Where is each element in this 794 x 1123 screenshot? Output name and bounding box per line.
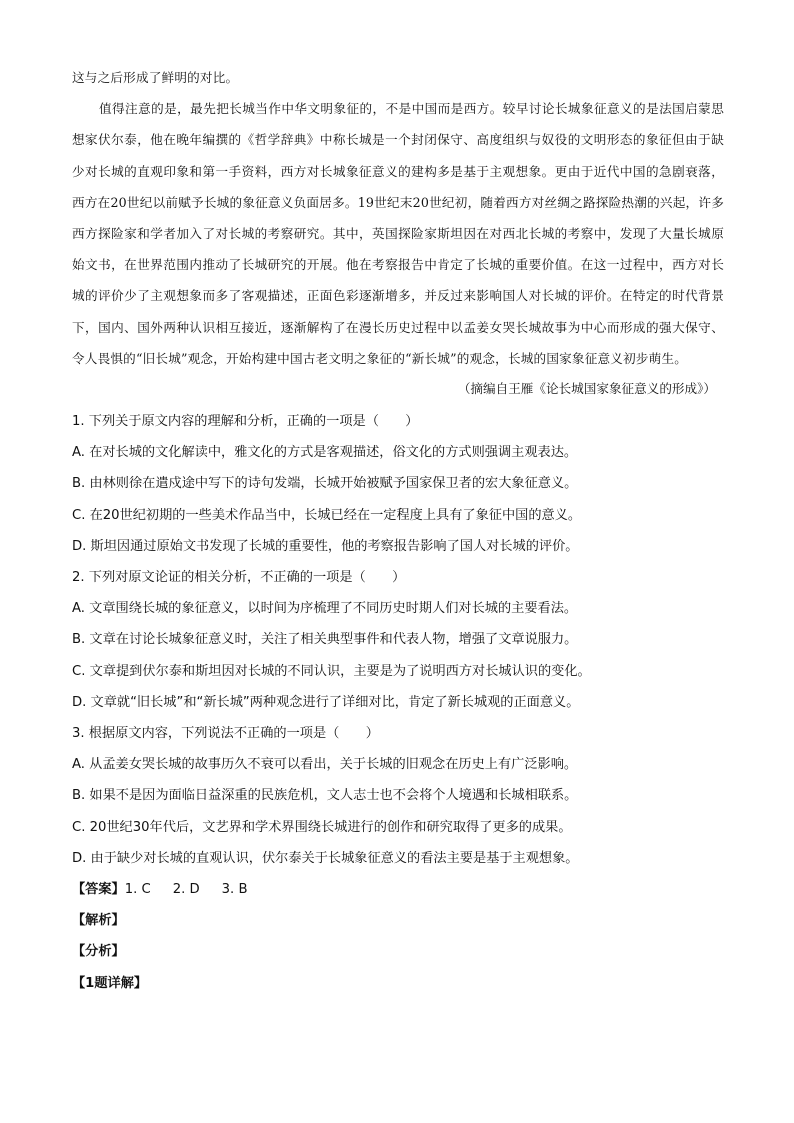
option-d: D. 由于缺少对长城的直观认识，伏尔泰关于长城象征意义的看法主要是基于主观想象。 xyxy=(72,850,579,866)
question-stem: 2. 下列对原文论证的相关分析，不正确的一项是（ ） xyxy=(72,570,406,586)
option-b: B. 文章在讨论长城象征意义时，关注了相关典型事件和代表人物，增强了文章说服力。 xyxy=(72,632,578,648)
option-b: B. 由林则徐在遣戍途中写下的诗句发端，长城开始被赋予国家保卫者的宏大象征意义。 xyxy=(72,476,578,492)
question-1 xyxy=(72,406,724,562)
passage-main-paragraph: 值得注意的是，最先把长城当作中华文明象征的，不是中国而是西方。较早讨论长城象征意义的是法国启蒙思想家伏尔泰，他在晚年编撰的《哲学辞典》中称长城是一个封闭保守、高度组织与奴役的文明形态的象征但由于缺少对长城的直观印象和第一手资料，西方对长城象征意义的建构多是基于主观想象。更由于近代中国的急剧衰落，西方在20世纪以前赋予长城的象征意义负面居多。19世纪末20世纪初，随着西方对丝绸之路探险热潮的兴起，许多西方探险家和学者加入了对长城的考察研究。其中，英国探险家斯坦因在对西北长城的考察中，发现了大量长城原始文书，在世界范围内推动了长城研究的开展。他在考察报告中肯定了长城的重要价值。在这一过程中，西方对长城的评价少了主观想象而多了客观描述，正面色彩逐渐增多，并反过来影响国人对长城的评价。在特定的时代背景下，国内、国外两种认识相互接近，逐渐解构了在漫长历史过程中以孟姜女哭长城故事为中心而形成的强大保守、令人畏惧的“旧长城”观念，开始构建中国古老文明之象征的“新长城”的观念，长城的国家象征意义初步萌生。 xyxy=(72,101,724,366)
answer-item: 3. B xyxy=(221,882,248,898)
passage-opening-line: 这与之后形成了鲜明的对比。 xyxy=(72,70,239,85)
question-stem: 3. 根据原文内容，下列说法不正确的一项是（ ） xyxy=(72,726,379,742)
answer-row xyxy=(72,874,724,905)
answer-label: 【答案】 xyxy=(72,882,125,898)
option-a: A. 文章围绕长城的象征意义，以时间为序梳理了不同历史时期人们对长城的主要看法。 xyxy=(72,601,578,617)
question-2 xyxy=(72,562,724,718)
option-d: D. 斯坦因通过原始文书发现了长城的重要性，他的考察报告影响了国人对长城的评价。 xyxy=(72,538,579,554)
question-stem: 1. 下列关于原文内容的理解和分析，正确的一项是（ ） xyxy=(72,414,419,430)
answer-item: 1. C xyxy=(124,882,151,898)
answer-item: 2. D xyxy=(172,882,200,898)
option-c: C. 文章提到伏尔泰和斯坦因对长城的不同认识，主要是为了说明西方对长城认识的变化。 xyxy=(72,663,591,679)
breakdown-heading: 【分析】 xyxy=(72,944,125,960)
option-c: C. 20世纪30年代后，文艺界和学术界围绕长城进行的创作和研究取得了更多的成果。 xyxy=(72,819,572,835)
option-a: A. 在对长城的文化解读中，雅文化的方式是客观描述，俗文化的方式则强调主观表达。 xyxy=(72,445,578,461)
option-c: C. 在20世纪初期的一些美术作品当中，长城已经在一定程度上具有了象征中国的意义。 xyxy=(72,507,582,523)
option-a: A. 从孟姜女哭长城的故事历久不衰可以看出，关于长城的旧观念在历史上有广泛影响。 xyxy=(72,757,578,773)
option-b: B. 如果不是因为面临日益深重的民族危机，文人志士也不会将个人境遇和长城相联系。 xyxy=(72,788,578,804)
analysis-heading: 【解析】 xyxy=(72,913,125,929)
option-d: D. 文章就“旧长城”和“新长城”两种观念进行了详细对比，肯定了新长城观的正面意义。 xyxy=(72,694,580,710)
passage-source: （摘编自王雁《论长城国家象征意义的形成》） xyxy=(457,381,716,397)
question-3 xyxy=(72,718,724,874)
detail-heading: 【1题详解】 xyxy=(72,975,148,991)
document-page xyxy=(72,62,724,999)
